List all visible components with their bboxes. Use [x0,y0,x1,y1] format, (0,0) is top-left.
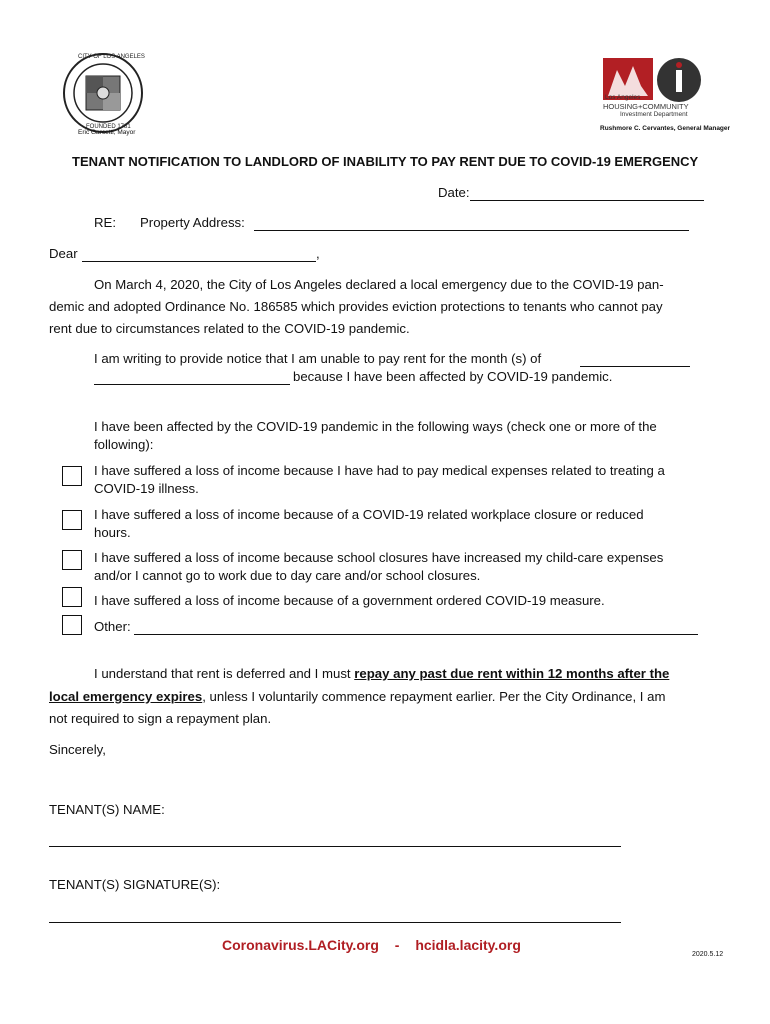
seal-text-top: CITY OF LOS ANGELES [78,54,145,60]
para4-line1 [94,665,669,683]
months-field-2[interactable] [94,372,290,385]
footer-link-hcidla[interactable]: hcidla.lacity.org [415,937,521,953]
checkbox-medical[interactable] [62,466,82,486]
option-other-label: Other: [94,619,131,634]
checkbox-school[interactable] [62,550,82,570]
para4-line3: not required to sign a repayment plan. [49,711,272,726]
para2-line2: because I have been affected by COVID-19 pandemic. [293,369,613,384]
option-medical-line2: COVID-19 illness. [94,481,199,496]
footer-link-coronavirus[interactable]: Coronavirus.LACity.org [222,937,379,953]
dear-comma: , [316,246,320,261]
date-field[interactable] [470,188,704,201]
landlord-name-field[interactable] [82,249,316,262]
tenant-signature-label: TENANT(S) SIGNATURE(S): [49,877,221,892]
hcid-line2: HOUSING+COMMUNITY [603,102,689,111]
hcid-line1: Los Angeles [605,94,641,101]
checkbox-other[interactable] [62,615,82,635]
para1-line3: rent due to circumstances related to the COVID-19 pandemic. [49,321,410,336]
dear-label: Dear [49,246,78,261]
para4-emphasis-2: local emergency expires [49,689,203,704]
option-workplace-line1: I have suffered a loss of income because of a COVID-19 related workplace closure or reduced [94,507,644,522]
option-workplace-line2: hours. [94,525,131,540]
tenant-name-field[interactable] [49,834,621,847]
option-school-line1: I have suffered a loss of income because school closures have increased my child-care expenses [94,550,664,565]
para4-text-a: I understand that rent is deferred and I must [94,666,351,681]
date-label: Date: [438,185,470,200]
hcid-line3: Investment Department [620,111,688,118]
tenant-signature-field[interactable] [49,910,621,923]
mayor-caption: Eric Garcetti, Mayor [78,129,136,136]
footer-links [222,936,521,954]
para4-line2 [49,688,665,706]
para3-line1: I have been affected by the COVID-19 pandemic in the following ways (check one or more of the [94,419,657,434]
property-address-field[interactable] [254,218,689,231]
checkbox-government[interactable] [62,587,82,607]
property-address-label: Property Address: [140,215,245,230]
para4-text-d: , unless I voluntarily commence repayment earlier. Per the City Ordinance, I am [202,689,666,704]
footer-separator: - [394,937,400,953]
option-government-line1: I have suffered a loss of income because of a government ordered COVID-19 measure. [94,593,605,608]
para3-line2: following): [94,437,154,452]
option-medical-line1: I have suffered a loss of income because I have had to pay medical expenses related to treating a [94,463,665,478]
re-label: RE: [94,215,116,230]
para2-line1: I am writing to provide notice that I am unable to pay rent for the month (s) of [94,351,542,366]
para1-line2: demic and adopted Ordinance No. 186585 which provides eviction protections to tenants who cannot pay [49,299,663,314]
sincerely-label: Sincerely, [49,742,106,757]
other-field[interactable] [134,622,698,635]
para4-emphasis-1: repay any past due rent within 12 months after the [354,666,670,681]
para1-line1: On March 4, 2020, the City of Los Angeles declared a local emergency due to the COVID-19 pan- [94,277,664,292]
gm-caption: Rushmore C. Cervantes, General Manager [600,125,731,132]
version-label: 2020.5.12 [692,951,724,958]
seal-text-bottom: FOUNDED 1781 [86,124,131,130]
tenant-name-label: TENANT(S) NAME: [49,802,165,817]
option-school-line2: and/or I cannot go to work due to day care and/or school closures. [94,568,481,583]
months-field-1[interactable] [580,354,690,367]
document-title: TENANT NOTIFICATION TO LANDLORD OF INABILITY TO PAY RENT DUE TO COVID-19 EMERGENCY [72,154,699,169]
checkbox-workplace[interactable] [62,510,82,530]
